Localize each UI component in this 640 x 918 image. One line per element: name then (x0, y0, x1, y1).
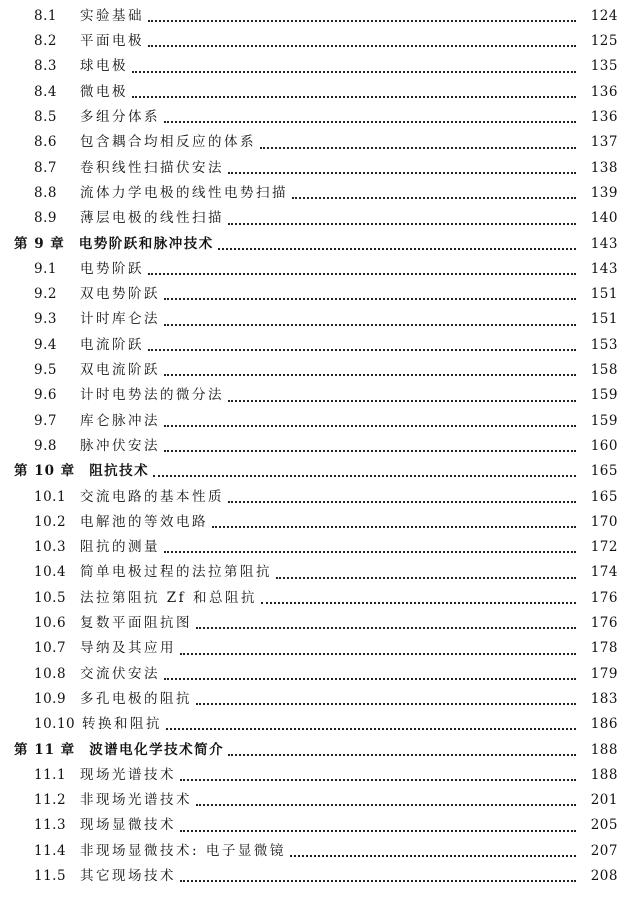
section-title: 球电极 (80, 58, 128, 75)
toc-section-entry[interactable] (0, 308, 640, 333)
section-number: 9.3 (34, 311, 57, 328)
dot-leader (261, 601, 576, 604)
toc-section-entry[interactable] (0, 839, 640, 864)
dot-leader (132, 70, 576, 73)
page-number: 176 (590, 589, 618, 606)
toc-chapter-entry[interactable] (0, 232, 640, 257)
dot-leader (290, 854, 576, 857)
section-title: 卷积线性扫描伏安法 (80, 159, 224, 176)
toc-section-entry[interactable] (0, 434, 640, 459)
section-number: 10.9 (34, 690, 67, 707)
toc-section-entry[interactable] (0, 383, 640, 408)
page-number: 140 (590, 210, 618, 227)
dot-leader (292, 196, 576, 199)
chapter-title: 波谱电化学技术简介 (89, 741, 225, 758)
section-title: 交流伏安法 (80, 665, 160, 682)
toc-section-entry[interactable] (0, 662, 640, 687)
chapter-number: 第 11 章 (14, 741, 76, 758)
dot-leader (164, 677, 576, 680)
page-number: 208 (590, 867, 618, 884)
dot-leader (276, 576, 576, 579)
section-number: 9.4 (34, 336, 57, 353)
dot-leader (228, 171, 576, 174)
dot-leader (148, 348, 576, 351)
section-number: 8.8 (34, 184, 57, 201)
dot-leader (228, 222, 576, 225)
page-number: 172 (590, 539, 618, 556)
toc-section-entry[interactable] (0, 586, 640, 611)
section-title: 平面电极 (80, 33, 144, 50)
dot-leader (148, 19, 576, 22)
section-number: 9.2 (34, 286, 57, 303)
page-number: 136 (590, 83, 618, 100)
chapter-number: 第 10 章 (14, 463, 76, 480)
dot-leader (164, 550, 576, 553)
page-number: 159 (590, 387, 618, 404)
page-number: 153 (590, 336, 618, 353)
dot-leader (180, 879, 576, 882)
page-number: 143 (590, 260, 618, 277)
dot-leader (196, 702, 576, 705)
section-number: 10.3 (34, 539, 67, 556)
section-title: 流体力学电极的线性电势扫描 (80, 184, 288, 201)
toc-section-entry[interactable] (0, 156, 640, 181)
section-title: 薄层电极的线性扫描 (80, 210, 224, 227)
dot-leader (228, 500, 576, 503)
toc-section-entry[interactable] (0, 636, 640, 661)
section-number: 8.6 (34, 134, 57, 151)
section-title: 库仑脉冲法 (80, 412, 160, 429)
section-title: 简单电极过程的法拉第阻抗 (80, 564, 272, 581)
page-number: 136 (590, 109, 618, 126)
toc-section-entry[interactable] (0, 282, 640, 307)
dot-leader (180, 652, 576, 655)
toc-section-entry[interactable] (0, 80, 640, 105)
toc-section-entry[interactable] (0, 206, 640, 231)
page-number: 139 (590, 184, 618, 201)
section-number: 11.4 (34, 842, 67, 859)
section-number: 11.3 (34, 817, 67, 834)
toc-section-entry[interactable] (0, 561, 640, 586)
section-number: 9.8 (34, 437, 57, 454)
section-title: 实验基础 (80, 7, 144, 24)
section-number: 11.1 (34, 766, 67, 783)
page-number: 137 (590, 134, 618, 151)
toc-section-entry[interactable] (0, 510, 640, 535)
page-number: 159 (590, 412, 618, 429)
page-number: 201 (590, 792, 618, 809)
dot-leader (164, 424, 576, 427)
page-number: 205 (590, 817, 618, 834)
page-number: 188 (590, 741, 618, 758)
page-number: 170 (590, 513, 618, 530)
toc-section-entry[interactable] (0, 55, 640, 80)
section-title: 电势阶跃 (80, 260, 144, 277)
section-title: 电解池的等效电路 (80, 513, 208, 530)
section-number: 8.5 (34, 109, 57, 126)
section-number: 10.4 (34, 564, 67, 581)
section-title: 计时库仑法 (80, 311, 160, 328)
toc-section-entry[interactable] (0, 485, 640, 510)
toc-section-entry[interactable] (0, 409, 640, 434)
section-title: 包含耦合均相反应的体系 (80, 134, 256, 151)
section-title: 非现场光谱技术 (80, 792, 192, 809)
section-number: 10.2 (34, 513, 67, 530)
dot-leader (260, 146, 576, 149)
section-number: 10.1 (34, 488, 67, 505)
page-number: 151 (590, 311, 618, 328)
dot-leader (164, 297, 576, 300)
dot-leader (164, 120, 576, 123)
toc-section-entry[interactable] (0, 358, 640, 383)
page-number: 160 (590, 437, 618, 454)
toc-section-entry[interactable] (0, 333, 640, 358)
section-number: 9.6 (34, 387, 57, 404)
dot-leader (196, 626, 576, 629)
section-title: 法拉第阻抗 Zf 和总阻抗 (80, 589, 257, 606)
toc-section-entry[interactable] (0, 130, 640, 155)
section-title: 微电极 (80, 83, 128, 100)
dot-leader (164, 373, 576, 376)
page-number: 158 (590, 362, 618, 379)
section-number: 8.3 (34, 58, 57, 75)
section-number: 11.2 (34, 792, 67, 809)
dot-leader (228, 753, 576, 756)
page-number: 151 (590, 286, 618, 303)
section-number: 10.7 (34, 640, 67, 657)
section-number: 10.8 (34, 665, 67, 682)
toc-section-entry[interactable] (0, 105, 640, 130)
section-number: 8.4 (34, 83, 57, 100)
section-title: 双电流阶跃 (80, 362, 160, 379)
toc-section-entry[interactable] (0, 29, 640, 54)
dot-leader (166, 727, 576, 730)
section-title: 脉冲伏安法 (80, 437, 160, 454)
page-number: 125 (590, 33, 618, 50)
page-number: 174 (590, 564, 618, 581)
section-title: 交流电路的基本性质 (80, 488, 224, 505)
toc-section-entry[interactable] (0, 535, 640, 560)
section-number: 11.5 (34, 867, 67, 884)
page-number: 165 (590, 488, 618, 505)
section-number: 8.7 (34, 159, 57, 176)
page-number: 138 (590, 159, 618, 176)
section-title: 复数平面阻抗图 (80, 615, 192, 632)
section-number: 8.2 (34, 33, 57, 50)
section-number: 10.5 (34, 589, 67, 606)
toc-section-entry[interactable] (0, 611, 640, 636)
section-title: 多孔电极的阻抗 (80, 690, 192, 707)
page-number: 188 (590, 766, 618, 783)
section-title: 计时电势法的微分法 (80, 387, 224, 404)
page-number: 135 (590, 58, 618, 75)
page-number: 186 (590, 716, 618, 733)
toc-section-entry[interactable] (0, 763, 640, 788)
toc-section-entry[interactable] (0, 814, 640, 839)
section-title: 电流阶跃 (80, 336, 144, 353)
dot-leader (228, 399, 576, 402)
section-title: 非现场显微技术: 电子显微镜 (80, 842, 286, 859)
section-title: 多组分体系 (80, 109, 160, 126)
toc-chapter-entry[interactable] (0, 738, 640, 763)
dot-leader (212, 525, 576, 528)
section-number: 8.1 (34, 7, 57, 24)
section-number: 10.10 (34, 716, 76, 733)
toc-section-entry[interactable] (0, 4, 640, 29)
dot-leader (164, 323, 576, 326)
dot-leader (180, 829, 576, 832)
section-number: 9.7 (34, 412, 57, 429)
page-number: 165 (590, 463, 618, 480)
section-number: 9.1 (34, 260, 57, 277)
dot-leader (148, 44, 576, 47)
section-number: 9.5 (34, 362, 57, 379)
section-title: 双电势阶跃 (80, 286, 160, 303)
page-number: 207 (590, 842, 618, 859)
table-of-contents (0, 4, 640, 889)
toc-section-entry[interactable] (0, 257, 640, 282)
page-number: 176 (590, 615, 618, 632)
section-title: 阻抗的测量 (80, 539, 160, 556)
section-number: 8.9 (34, 210, 57, 227)
dot-leader (148, 272, 576, 275)
chapter-title: 电势阶跃和脉冲技术 (78, 235, 214, 252)
page-number: 143 (590, 235, 618, 252)
dot-leader (132, 95, 576, 98)
chapter-number: 第 9 章 (14, 235, 65, 252)
page-number: 178 (590, 640, 618, 657)
toc-section-entry[interactable] (0, 864, 640, 889)
toc-section-entry[interactable] (0, 687, 640, 712)
section-title: 转换和阻抗 (82, 716, 162, 733)
page-number: 124 (590, 7, 618, 24)
toc-section-entry[interactable] (0, 181, 640, 206)
page-number: 179 (590, 665, 618, 682)
section-title: 现场光谱技术 (80, 766, 176, 783)
section-number: 10.6 (34, 615, 67, 632)
toc-section-entry[interactable] (0, 712, 640, 737)
dot-leader (153, 474, 576, 477)
section-title: 其它现场技术 (80, 867, 176, 884)
dot-leader (164, 449, 576, 452)
section-title: 导纳及其应用 (80, 640, 176, 657)
chapter-title: 阻抗技术 (89, 463, 150, 480)
toc-chapter-entry[interactable] (0, 459, 640, 484)
dot-leader (180, 778, 576, 781)
page-number: 183 (590, 690, 618, 707)
dot-leader (196, 803, 576, 806)
toc-section-entry[interactable] (0, 788, 640, 813)
section-title: 现场显微技术 (80, 817, 176, 834)
dot-leader (218, 247, 576, 250)
